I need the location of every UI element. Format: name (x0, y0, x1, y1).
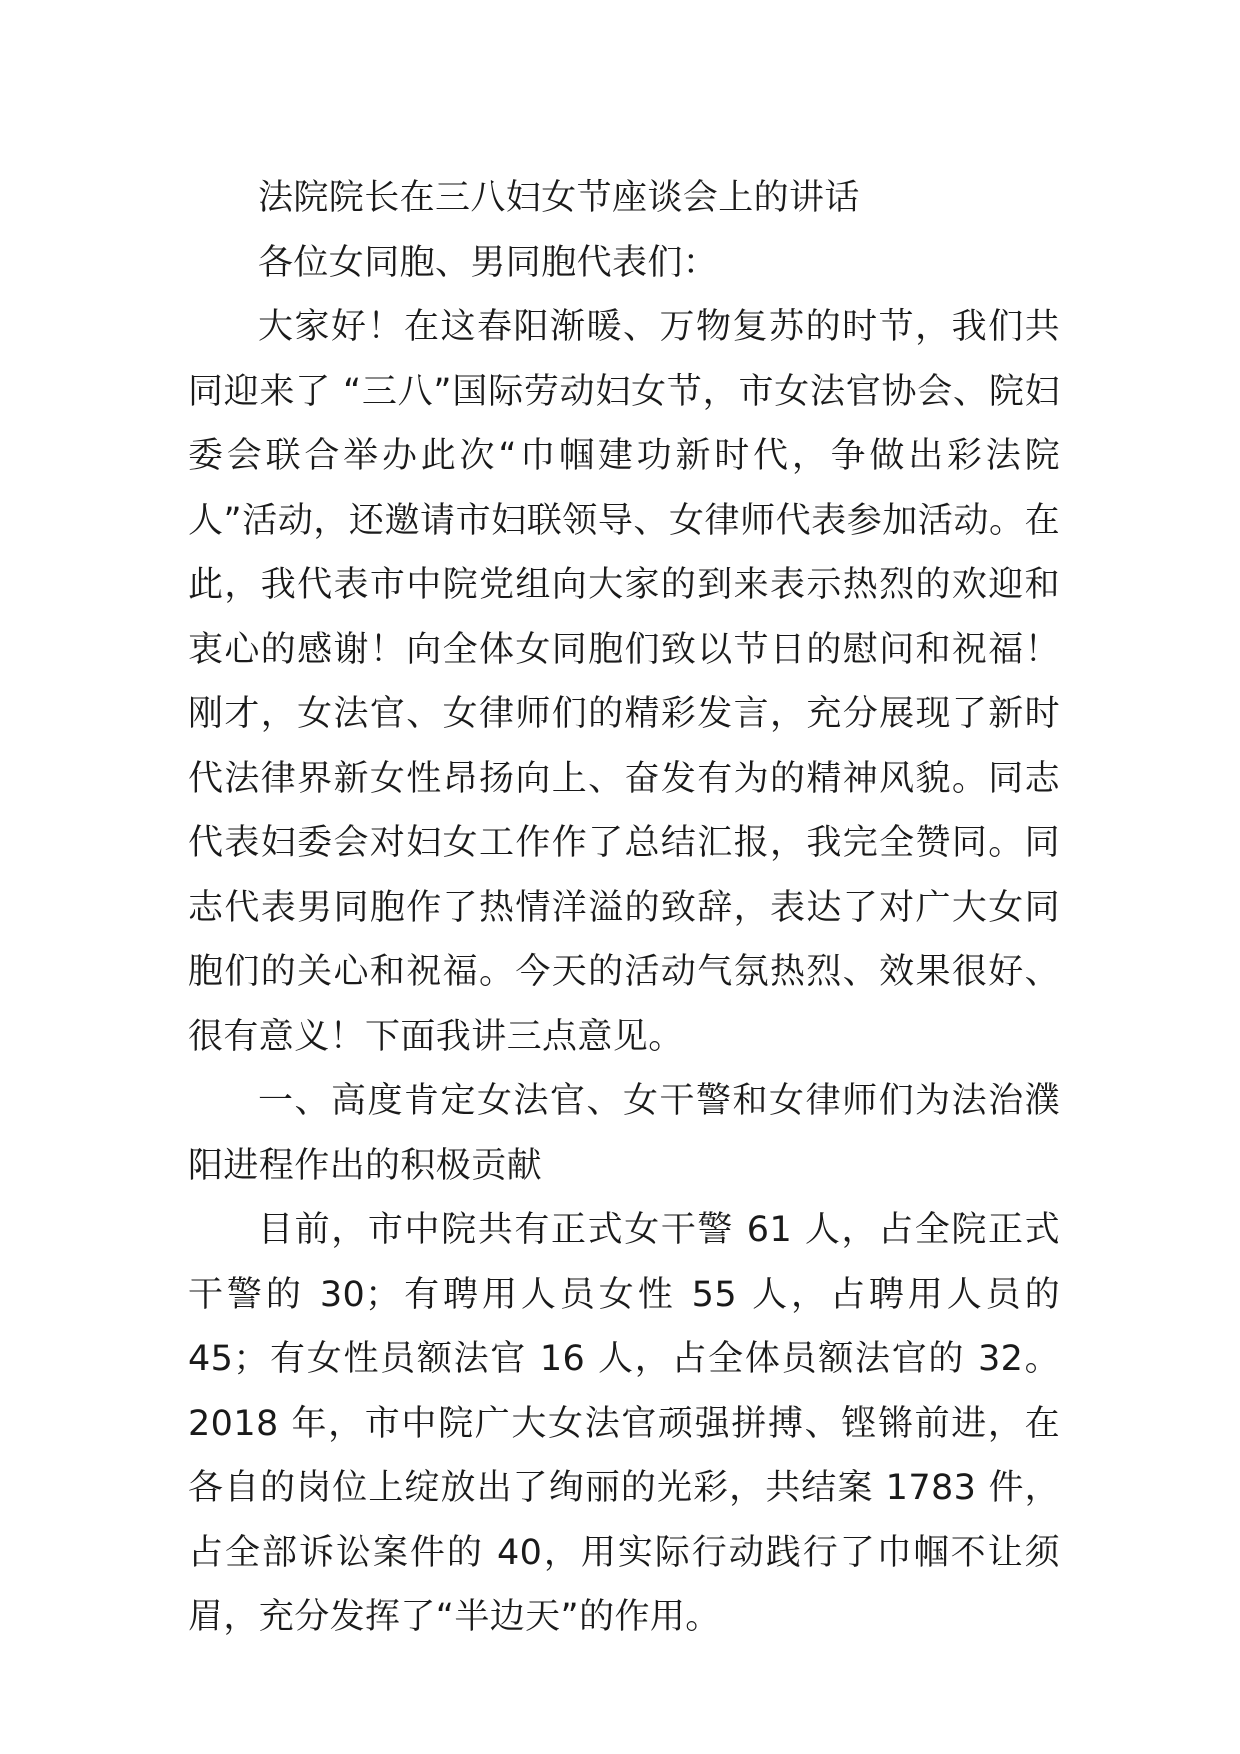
section-heading-1: 一、高度肯定女法官、女干警和女律师们为法治濮阳进程作出的积极贡献 (188, 1081, 1060, 1186)
salutation: 各位女同胞、男同胞代表们： (258, 242, 719, 283)
document-title: 法院院长在三八妇女节座谈会上的讲话 (258, 178, 860, 218)
paragraph-statistics: 目前，市中院共有正式女干警 61 人，占全院正式干警的 30；有聘用人员女性 55 人，占聘用人员的 45；有女性员额法官 16 人，占全体员额法官的 32。2018 年，市中院广大女法官顽强拼搏、铿锵前进，在各自的岗位上绽放出了绚丽的光彩，共结案 1783 件，占全部诉讼案件的 40，用实际行动践行了巾帼不让须眉，充分发挥了“半边天”的作用。 (188, 1210, 1060, 1637)
document-body (188, 166, 1060, 1650)
paragraph-opening: 大家好！在这春阳渐暖、万物复苏的时节，我们共同迎来了 “三八”国际劳动妇女节，市女法官协会、院妇委会联合举办此次“巾帼建功新时代，争做出彩法院人”活动，还邀请市妇联领导、女律师代表参加活动。在此，我代表市中院党组向大家的到来表示热烈的欢迎和衷心的感谢！向全体女同胞们致以节日的慰问和祝福！刚才，女法官、女律师们的精彩发言，充分展现了新时代法律界新女性昂扬向上、奋发有为的精神风貌。同志代表妇委会对妇女工作作了总结汇报，我完全赞同。同志代表男同胞作了热情洋溢的致辞，表达了对广大女同胞们的关心和祝福。今天的活动气氛热烈、效果很好、很有意义！下面我讲三点意见。 (188, 307, 1060, 1057)
